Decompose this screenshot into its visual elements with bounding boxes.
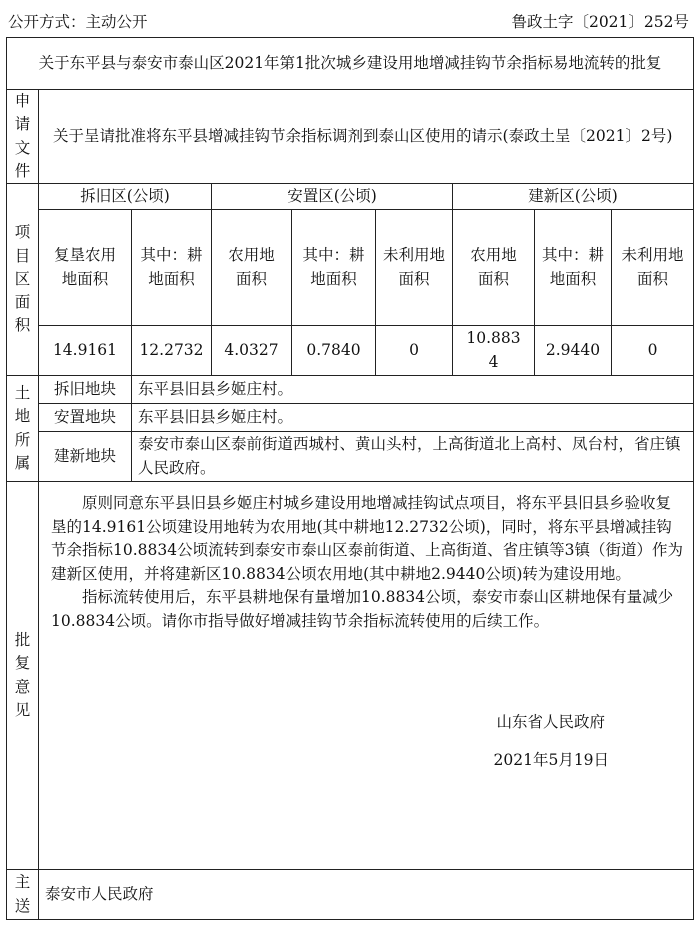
application-label: 申 请 文 件 [7,90,39,184]
land-row-name: 安置地块 [39,404,132,432]
col-new-cultivated: 其中：耕地面积 [535,210,612,326]
area-label: 项 目 区 面 积 [7,184,39,376]
land-row-name: 建新地块 [39,432,132,482]
value-resettlement-cultivated: 0.7840 [292,326,376,376]
land-row-value: 东平县旧县乡姬庄村。 [132,404,694,432]
value-new-unused: 0 [612,326,694,376]
land-row-value: 东平县旧县乡姬庄村。 [132,376,694,404]
opinion-paragraph: 指标流转使用后，东平县耕地保有量增加10.8834公顷，泰安市泰山区耕地保有量减少10.8834公顷。请你市指导做好增减挂钩节余指标流转使用的后续工作。 [51,588,674,630]
value-new-farmland: 10.8834 [453,326,535,376]
col-new-farmland: 农用地面积 [453,210,535,326]
col-resettlement-unused: 未利用地面积 [376,210,453,326]
col-resettlement-farmland: 农用地面积 [212,210,292,326]
recipient-value: 泰安市人民政府 [39,870,694,920]
recipient-label: 主 送 [7,870,39,920]
value-resettlement-unused: 0 [376,326,453,376]
group-new-construction: 建新区(公顷) [453,184,694,210]
disclosure-method: 公开方式：主动公开 [8,13,148,31]
col-resettlement-cultivated: 其中：耕地面积 [292,210,376,326]
value-reclaimed-farmland: 14.9161 [39,326,132,376]
header-line [8,10,689,34]
opinion-content [39,482,694,870]
value-resettlement-farmland: 4.0327 [212,326,292,376]
land-row-value: 泰安市泰山区泰前街道西城村、黄山头村，上高街道北上高村、凤台村，省庄镇人民政府。 [132,432,694,482]
approval-form-table [6,37,694,920]
value-new-cultivated: 2.9440 [535,326,612,376]
group-resettlement: 安置区(公顷) [212,184,453,210]
col-demolition-cultivated: 其中：耕地面积 [132,210,212,326]
issuing-authority: 山东省人民政府 [496,713,606,732]
opinion-label: 批 复 意 见 [7,482,39,870]
value-demolition-cultivated: 12.2732 [132,326,212,376]
application-text: 关于呈请批准将东平县增减挂钩节余指标调剂到泰山区使用的请示(泰政土呈〔2021〕2号) [39,90,694,184]
opinion-paragraph: 原则同意东平县旧县乡姬庄村城乡建设用地增减挂钩试点项目，将东平县旧县乡验收复垦的14.9161公顷建设用地转为农用地(其中耕地12.2732公顷)，同时，将东平县增减挂钩节余指标10.8834公顷流转到泰安市泰山区泰前街道、上高街道、省庄镇等3镇（街道）作为建新区使用，并将建新区10.8834公顷农用地(其中耕地2.9440公顷)转为建设用地。 [51,494,683,583]
document-number: 鲁政土字〔2021〕252号 [511,13,689,31]
land-ownership-label: 土 地 所 属 [7,376,39,482]
col-reclaimed-farmland: 复垦农用地面积 [39,210,132,326]
issue-date: 2021年5月19日 [493,750,610,769]
col-new-unused: 未利用地面积 [612,210,694,326]
document-title: 关于东平县与泰安市泰山区2021年第1批次城乡建设用地增减挂钩节余指标易地流转的批复 [7,38,694,90]
land-row-name: 拆旧地块 [39,376,132,404]
group-demolition: 拆旧区(公顷) [39,184,212,210]
